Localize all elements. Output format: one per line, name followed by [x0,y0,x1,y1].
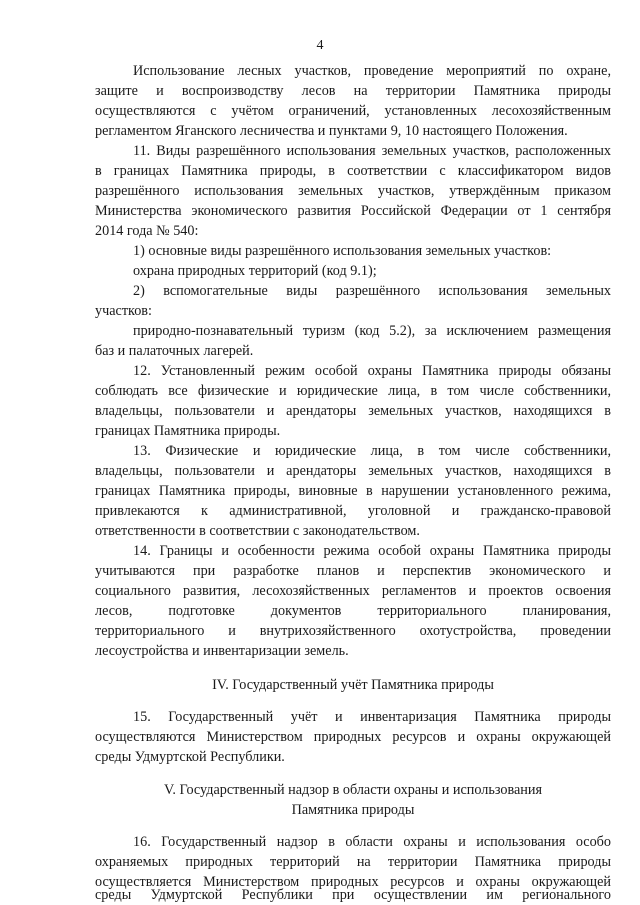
text-line: учитываются при разработке планов и перспектив экономического и [95,563,611,579]
text-line: в границах Памятника природы, в соответствии с классификатором видов [95,163,611,179]
text-line: 2014 года № 540: [95,223,199,239]
section-heading-line: Памятника природы [291,802,415,818]
text-line: охраняемых природных территорий на территории Памятника природы [95,854,611,870]
text-line: 13. Физические и юридические лица, в том числе собственники, [133,443,611,459]
text-line: охрана природных территорий (код 9.1); [133,263,377,279]
text-line: 14. Границы и особенности режима особой охраны Памятника природы [133,543,611,559]
text-line: владельцы, пользователи и арендаторы земельных участков, находящихся в [95,463,611,479]
text-line: защите и воспроизводству лесов на территории Памятника природы [95,83,611,99]
text-line: лесоустройства и инвентаризации земель. [95,643,349,659]
text-line: 11. Виды разрешённого использования земельных участков, расположенных [133,143,611,159]
text-line: среды Удмуртской Республики при осуществлении им регионального [95,887,611,903]
text-line: баз и палаточных лагерей. [95,343,254,359]
text-line: регламентом Яганского лесничества и пунктами 9, 10 настоящего Положения. [95,123,568,139]
text-line: 2) вспомогательные виды разрешённого использования земельных [133,283,611,299]
text-line: 16. Государственный надзор в области охраны и использования особо [133,834,611,850]
section-heading-line: IV. Государственный учёт Памятника природы [212,677,494,693]
text-line: Использование лесных участков, проведение мероприятий по охране, [133,63,611,79]
page-number: 4 [316,38,324,53]
section-heading-line: V. Государственный надзор в области охраны и использования [164,782,542,798]
text-line: 1) основные виды разрешённого использования земельных участков: [133,243,552,259]
text-line: осуществляются с учётом ограничений, установленных лесохозяйственным [95,103,611,119]
text-line: социального развития, лесохозяйственных регламентов и проектов освоения [95,583,611,599]
text-line: осуществляются Министерством природных ресурсов и охраны окружающей [95,729,611,745]
text-line: участков: [95,303,152,319]
text-line: осуществляется Министерством природных ресурсов и охраны окружающей [95,874,611,890]
text-line: ответственности в соответствии с законодательством. [95,523,420,539]
text-line: среды Удмуртской Республики. [95,749,285,765]
text-line: 12. Установленный режим особой охраны Памятника природы обязаны [133,363,611,379]
text-line: владельцы, пользователи и арендаторы земельных участков, находящихся в [95,403,611,419]
text-line: Министерства экономического развития Российской Федерации от 1 сентября [95,203,611,219]
text-line: природно-познавательный туризм (код 5.2), за исключением размещения [133,323,611,339]
text-line: границах Памятника природы. [95,423,281,439]
text-line: лесов, подготовке документов территориального планирования, [95,603,611,619]
text-line: привлекаются к административной, уголовной и гражданско-правовой [95,503,611,519]
text-line: соблюдать все физические и юридические лица, в том числе собственники, [95,383,611,399]
text-line: территориального и внутрихозяйственного охотустройства, проведении [95,623,611,639]
text-line: 15. Государственный учёт и инвентаризация Памятника природы [133,709,611,725]
text-line: границах Памятника природы, виновные в нарушении установленного режима, [95,483,611,499]
text-line: разрешённого использования земельных участков, утверждённым приказом [95,183,611,199]
